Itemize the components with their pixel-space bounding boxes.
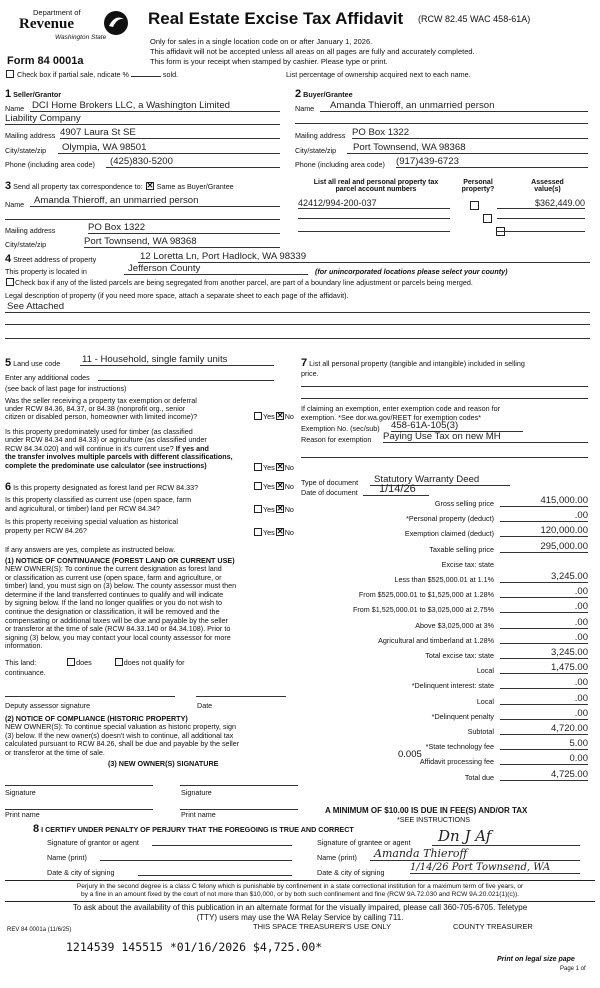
calc-label-5: Excise tax: state (441, 559, 494, 569)
yes-label: Yes (263, 412, 275, 421)
seller-name-label: Name (5, 104, 25, 113)
parcel-header-line-2: parcel account numbers (335, 186, 417, 193)
same-as-buyer-checkbox[interactable] (146, 182, 154, 190)
calc-label-1: Gross selling price (434, 499, 494, 508)
timber-q-line-3b: If yes and (173, 443, 209, 453)
calc-label-11: Total excise tax: state (425, 651, 494, 660)
deputy-date-label: Date (197, 701, 213, 710)
partial-sold-label: sold. (162, 70, 179, 79)
seller-grantor-label: Seller/Grantor (13, 90, 62, 99)
compliance-line-3: calculated pursuant to RCW 84.26, shall be due and payable by the seller (5, 739, 240, 749)
seller-phone-field[interactable]: (425)830-5200 (106, 156, 280, 168)
calc-value-19[interactable]: 4,725.00 (500, 769, 588, 781)
new-owner-signature-1[interactable] (5, 785, 153, 786)
continuance-line-8: or transferor at the time of sale (RCW 84.33.140 or 84.34.108). Prior to (5, 624, 231, 634)
historical-question (5, 518, 178, 535)
revenue-wordmark: Revenue (19, 16, 74, 32)
minimum-due-note: A MINIMUM OF $10.00 IS DUE IN FEE(S) AND/OR TAX (325, 806, 528, 815)
buyer-phone-label: Phone (including area code) (295, 160, 385, 169)
calc-label-13: *Delinquent interest: state (411, 681, 494, 691)
grantor-date-city-field[interactable] (138, 875, 292, 876)
yes-label: Yes (263, 505, 275, 514)
deputy-assessor-date-line[interactable] (196, 696, 286, 697)
seller-city-label: City/state/zip (5, 146, 47, 155)
continuance-line-2: or classification as current use (open space, farm and agriculture, or (5, 572, 222, 582)
legal-description-line-2[interactable] (5, 324, 590, 325)
calc-value-14[interactable]: .00 (500, 693, 588, 705)
historical-q-line-1: Is this property receiving special valuation as historical (5, 517, 178, 526)
exemption-question (5, 397, 197, 422)
grantor-signature-field[interactable] (152, 845, 292, 846)
continuance-line-1: NEW OWNER(S): To continue the current designation as forest land (5, 564, 222, 573)
signature-label-1: Signature (5, 788, 36, 797)
timber-yes-no (253, 463, 294, 472)
buyer-address-label: Mailing address (295, 131, 346, 140)
unincorporated-note: (for unincorporated locations please select your county) (315, 267, 508, 276)
seller-address-label: Mailing address (5, 131, 56, 140)
calc-value-11[interactable]: 3,245.00 (500, 647, 588, 659)
additional-codes-note: (see back of last page for instructions) (5, 384, 127, 393)
current-use-yes-no (253, 505, 294, 514)
timber-question (5, 428, 233, 470)
timber-q-line-2: under RCW 84.34 and 84.33) or agriculture (as classified under (5, 435, 207, 445)
personal-property-line-2[interactable] (301, 398, 588, 399)
continuance-line-4: determine if the land transferred continues to qualify and will indicate (5, 589, 224, 599)
buyer-city-field[interactable]: Port Townsend, WA 98368 (347, 142, 588, 154)
grantee-name-label: Name (print) (317, 853, 357, 862)
page-number: Page 1 of (560, 966, 586, 972)
personal-property-list-label-2: price. (301, 369, 319, 378)
exemption-q-line-2: under RCW 84.36, 84.37, or 84.38 (nonprofit org., senior (5, 404, 186, 414)
cashier-stamp: 1214539 145515 *01/16/2026 $4,725.00* (66, 940, 323, 954)
calc-value-7[interactable]: .00 (500, 586, 588, 598)
parcel-header-line-1: List all real and personal property tax (313, 179, 439, 186)
notice-compliance-text (5, 723, 295, 757)
tax-correspondence-label: Send all property tax correspondence to: (13, 182, 143, 191)
forest-land-question: Is this property designated as forest land per RCW 84.33? (13, 483, 199, 492)
deputy-assessor-label: Deputy assessor signature (5, 701, 91, 710)
street-address-label: Street address of property (13, 255, 97, 264)
dept-label: Department of (33, 8, 81, 17)
located-in-label: This property is located in (5, 267, 87, 276)
exemption-reason-label: Reason for exemption (301, 435, 372, 444)
grantor-name-label: Name (print) (47, 853, 87, 862)
calc-label-15: *Delinquent penalty (431, 711, 494, 721)
continuance-line-3: timber) land, you must sign on (3) below. The county assessor must then (5, 581, 237, 591)
calc-value-9[interactable]: .00 (500, 617, 588, 629)
forest-yes-checkbox[interactable] (254, 482, 262, 490)
property-street-field[interactable]: 12 Loretta Ln, Port Hadlock, WA 98339 (138, 251, 590, 263)
segregation-row (5, 278, 473, 287)
current-use-yes-checkbox[interactable] (254, 505, 262, 513)
additional-codes-field[interactable] (98, 380, 274, 381)
document-date-label: Date of document (301, 488, 358, 497)
assessed-value-header (505, 179, 590, 193)
assessed-header-line-2: value(s) (534, 186, 561, 193)
new-owner-signature-title: (3) NEW OWNER(S) SIGNATURE (108, 759, 219, 768)
continuance-line-7: compensating or additional taxes will be due and payable by the seller (5, 615, 228, 625)
no-label: No (284, 505, 294, 514)
exemption-instr-line-1: If claiming an exemption, enter exemption code and reason for (301, 404, 500, 413)
buyer-name-label: Name (295, 104, 315, 113)
personal-property-list-label: List all personal property (tangible and intangible) included in selling (309, 359, 525, 368)
personal-header-line-1: Personal (463, 179, 493, 186)
buyer-city-label: City/state/zip (295, 146, 337, 155)
legal-description-line-3[interactable] (5, 338, 590, 339)
deputy-assessor-signature-line[interactable] (5, 696, 175, 697)
correspondence-address-label: Mailing address (5, 226, 56, 235)
seller-name-field-2[interactable]: Liability Company (5, 113, 280, 125)
forest-yes-no (253, 482, 294, 491)
calc-value-10[interactable]: .00 (500, 632, 588, 644)
calc-label-14: Local (476, 696, 494, 706)
parcel-number-field-3[interactable] (298, 231, 450, 232)
correspondence-name-field-2[interactable] (5, 219, 280, 220)
calc-label-12: Local (476, 666, 494, 676)
partial-sale-label: Check box if partial sale, ndicate % (17, 70, 129, 79)
partial-percent-field[interactable] (131, 76, 161, 77)
calc-value-12[interactable]: 1,475.00 (500, 662, 588, 674)
section-4-number: 4 (5, 253, 12, 265)
section-8-number: 8 (33, 823, 40, 835)
calc-label-10: Agricultural and timberland at 1.28% (378, 635, 494, 645)
exemption-q-line-3: citizen or disabled person, homeowner with limited income)? (5, 412, 198, 422)
calc-label-6: Less than $525,000.01 at 1.1% (394, 575, 494, 584)
timber-q-line-5: complete the predominate use calculator (see instructions) (5, 460, 207, 470)
calc-label-19: Total due (464, 772, 494, 782)
notice-compliance-title: (2) NOTICE OF COMPLIANCE (HISTORIC PROPERTY) (5, 714, 188, 723)
parcel-header (296, 179, 456, 193)
calc-label-4: Taxable selling price (429, 544, 494, 554)
land-does-checkbox[interactable] (67, 658, 75, 666)
legal-description-field[interactable]: See Attached (5, 301, 590, 313)
assessed-value-field[interactable]: $362,449.00 (497, 198, 585, 209)
calc-value-13[interactable]: .00 (500, 677, 588, 689)
section-1-number: 1 (5, 88, 12, 100)
section-8-row (33, 823, 354, 835)
calc-value-4[interactable]: 295,000.00 (500, 541, 588, 553)
assessed-value-field-2[interactable] (497, 218, 585, 219)
timber-q-line-3: RCW 84.34.020) and will continue in it's current use? (5, 443, 174, 453)
if-any-yes-note: If any answers are yes, complete as instructed below. (5, 545, 176, 554)
continuance-line-10: information. (5, 641, 43, 651)
continuance-line-6: continue the designation or classification, it will be removed and the (5, 606, 220, 616)
seller-city-field[interactable]: Olympia, WA 98501 (58, 142, 280, 154)
current-use-q-line-1: Is this property classified as current use (open space, farm (5, 495, 192, 504)
personal-property-checkbox-2[interactable] (483, 214, 492, 223)
dor-logo (5, 6, 133, 50)
perjury-line-2: by a fine in an amount fixed by the court of not more than $10,000, or by both such confinement and fine (RCW 9A.72.030 and RCW 9A.20.021(1)(c)). (81, 891, 519, 898)
parcel-number-field[interactable]: 42412/994-200-037 (298, 198, 450, 209)
does-not-qualify-label: does not qualify for (123, 658, 185, 667)
grantor-name-field[interactable] (100, 860, 292, 861)
header-line-3: This form is your receipt when stamped by cashier. Please type or print. (150, 57, 388, 66)
exemption-reason-field[interactable]: Paying Use Tax on new MH (383, 431, 588, 443)
section-7-row (301, 357, 525, 369)
correspondence-name-field[interactable]: Amanda Thieroff, an unmarried person (30, 195, 280, 207)
timber-yes-checkbox[interactable] (254, 463, 262, 471)
calc-value-3[interactable]: 120,000.00 (500, 525, 588, 537)
current-use-no-checkbox[interactable] (276, 505, 284, 513)
calc-label-17: *State technology fee (425, 742, 494, 752)
no-label: No (284, 412, 294, 421)
exemption-reason-line-2[interactable] (301, 457, 588, 458)
buyer-grantee-label: Buyer/Grantee (303, 90, 353, 99)
historical-yes-checkbox[interactable] (254, 528, 262, 536)
section-2-number: 2 (295, 88, 302, 100)
calc-label-7: From $525,000.01 to $1,525,000 at 1.28% (358, 590, 494, 600)
new-owner-signature-2[interactable] (180, 785, 298, 786)
forest-no-checkbox[interactable] (276, 482, 284, 490)
see-instructions-note: *SEE INSTRUCTIONS (397, 815, 471, 824)
compliance-line-4: or transferor at the time of sale. (5, 747, 105, 757)
calc-value-8[interactable]: .00 (500, 601, 588, 613)
signature-label-2: Signature (181, 788, 212, 797)
yes-label: Yes (263, 528, 275, 537)
correspondence-address-field[interactable]: PO Box 1322 (88, 222, 280, 234)
alt-format-notice (5, 903, 595, 922)
same-as-buyer-label: Same as Buyer/Grantee (156, 182, 234, 191)
rcw-ref: (RCW 82.45 WAC 458-61A) (418, 14, 531, 24)
grantee-date-city-field[interactable]: 1/14/26 Port Townsend, WA (410, 862, 580, 874)
calc-value-6[interactable]: 3,245.00 (500, 571, 588, 583)
segregation-label: Check box if any of the listed parcels are being segregated from another parcel, are part of a boundary line adjustment or parcels being merged. (15, 278, 473, 287)
compliance-line-2: (3) below. If the new owner(s) doesn't wish to continue, all additional tax (5, 730, 234, 740)
correspondence-city-label: City/state/zip (5, 240, 47, 249)
current-use-question (5, 496, 191, 513)
personal-header-line-2: property? (461, 186, 495, 193)
this-land-label: This land: (5, 658, 37, 667)
state-label: Washington State (55, 34, 107, 41)
header-line-1: Only for sales in a single location code on or after January 1, 2026. (150, 37, 373, 46)
treasurer-use-label: THIS SPACE TREASURER'S USE ONLY (253, 922, 392, 931)
seller-name-field[interactable]: DCI Home Brokers LLC, a Washington Limited (30, 100, 280, 112)
document-type-label: Type of document (301, 478, 359, 487)
personal-property-header (458, 179, 498, 193)
assessed-value-field-3[interactable] (497, 231, 585, 232)
exemption-q-line-1: Was the seller receiving a property tax exemption or deferral (5, 396, 197, 405)
section-7-number: 7 (301, 357, 308, 369)
section-5-number: 5 (5, 357, 12, 369)
yes-label: Yes (263, 463, 275, 472)
perjury-line-1: Perjury in the second degree is a class C felony which is punishable by confinement in a state correctional institution for a maximum term of five years, or (76, 883, 524, 890)
no-label: No (284, 482, 294, 491)
land-does-not-checkbox[interactable] (115, 658, 123, 666)
certify-title: I CERTIFY UNDER PENALTY OF PERJURY THAT THE FOREGOING IS TRUE AND CORRECT (41, 825, 354, 834)
partial-sale-checkbox[interactable] (6, 70, 14, 78)
calc-label-2: *Personal property (deduct) (406, 514, 494, 524)
exemption-instr-line-2: exemption. *See dor.wa.gov/REET for exemption codes* (301, 412, 482, 422)
document-date-field[interactable]: 1/14/26 (363, 483, 429, 496)
page-title: Real Estate Excise Tax Affidavit (148, 9, 404, 28)
calc-value-18[interactable]: 0.00 (500, 753, 588, 765)
assessed-header-line-1: Assessed (531, 179, 564, 186)
no-label: No (284, 463, 294, 472)
document-type-field[interactable]: Statutory Warranty Deed (370, 474, 510, 486)
correspondence-name-label: Name (5, 200, 25, 209)
grantee-signature-label: Signature of grantee or agent (317, 838, 411, 847)
land-use-code-field[interactable]: 11 - Household, single family units (80, 354, 274, 366)
grantee-signature-field[interactable]: Dn J Af (432, 827, 580, 846)
historical-yes-no (253, 528, 294, 537)
ownership-note: List percentage of ownership acquired next to each name. (286, 70, 471, 79)
legal-size-note: Print on legal size pape (497, 956, 575, 963)
continuance-line-9: signing (3) below, you may contact your local county assessor for more (5, 632, 231, 642)
calc-value-1[interactable]: 415,000.00 (500, 495, 588, 507)
this-land-row (5, 658, 185, 667)
no-label: No (284, 528, 294, 537)
does-label: does (76, 658, 92, 667)
notice-continuance-text (5, 565, 285, 651)
personal-property-line-1[interactable] (301, 386, 588, 387)
form-number: Form 84 0001a (7, 55, 84, 67)
partial-sale-row (5, 70, 178, 79)
calc-label-18: Affidavit processing fee (419, 757, 494, 767)
grantee-name-field[interactable]: Amanda Thieroff (370, 847, 580, 861)
print-name-label-1: Print name (5, 810, 40, 819)
header-line-2: This affidavit will not be accepted unless all areas on all pages are fully and accurately completed. (150, 47, 475, 56)
county-field[interactable]: Jefferson County (124, 263, 308, 275)
notice-continuance-title: (1) NOTICE OF CONTINUANCE (FOREST LAND OR CURRENT USE) (5, 556, 235, 565)
exemption-number-field[interactable]: 458-61A-105(3) (391, 420, 523, 432)
calc-label-8: From $1,525,000.01 to $3,025,000 at 2.75% (352, 605, 494, 615)
personal-property-checkbox-1[interactable] (470, 201, 479, 210)
yes-label: Yes (263, 482, 275, 491)
timber-no-checkbox[interactable] (276, 463, 284, 471)
seller-address-field[interactable]: 4907 Laura St SE (60, 127, 280, 139)
section-1-title (5, 88, 61, 100)
section-3-number: 3 (5, 180, 12, 192)
calc-value-2[interactable]: .00 (500, 510, 588, 522)
historical-no-checkbox[interactable] (276, 528, 284, 536)
grantor-date-city-label: Date & city of signing (47, 868, 115, 877)
continuance-label: continuance. (5, 668, 46, 677)
alt-format-line-1: To ask about the availability of this publication in an alternate format for the visually impaired, please call 360-705-6705. Teletype (72, 903, 528, 912)
segregation-checkbox[interactable] (6, 278, 14, 286)
grantee-date-city-label: Date & city of signing (317, 868, 385, 877)
alt-format-line-2: (TTY) users may use the WA Relay Service by calling 711. (196, 912, 404, 922)
current-use-q-line-2: and agricultural, or timber) land per RCW 84.34? (5, 503, 161, 513)
section-6-row (5, 481, 198, 493)
additional-codes-label: Enter any additional codes (5, 373, 90, 382)
calc-value-16[interactable]: 4,720.00 (500, 723, 588, 735)
section-3-row (5, 180, 234, 192)
revision-label: REV 84 0001a (11/6/25) (7, 927, 72, 933)
legal-description-label: Legal description of property (if you need more space, attach a separate sheet to each page of the affidavit). (5, 291, 349, 300)
section-5-row (5, 357, 60, 369)
calc-label-3: Exemption claimed (deduct) (404, 529, 494, 539)
section-6-number: 6 (5, 481, 12, 493)
compliance-line-1: NEW OWNER(S): To continue special valuation as historic property, sign (5, 722, 237, 731)
historical-q-line-2: property per RCW 84.26? (5, 525, 87, 535)
land-use-label: Land use code (13, 359, 61, 368)
exemption-no-checkbox[interactable] (276, 412, 284, 420)
local-rate-value: 0.005 (398, 749, 422, 760)
buyer-name-field-2[interactable] (295, 123, 588, 124)
grantor-signature-label: Signature of grantor or agent (47, 838, 139, 847)
revenue-swirl-icon (103, 10, 129, 36)
exemption-yes-checkbox[interactable] (254, 412, 262, 420)
exemption-no-label: Exemption No. (sec/sub) (301, 424, 380, 433)
seller-phone-label: Phone (including area code) (5, 160, 95, 169)
calc-label-9: Above $3,025,000 at 3% (415, 620, 494, 630)
buyer-phone-field[interactable]: (917)439-6723 (396, 156, 588, 168)
print-name-label-2: Print name (181, 810, 216, 819)
section-2-title (295, 88, 353, 100)
exemption-yes-no (253, 412, 294, 421)
calc-value-15[interactable]: .00 (500, 708, 588, 720)
perjury-notice (5, 880, 595, 902)
calc-label-16: Subtotal (467, 727, 494, 736)
buyer-name-field[interactable]: Amanda Thieroff, an unmarried person (320, 100, 588, 112)
county-treasurer-label: COUNTY TREASURER (453, 922, 533, 931)
buyer-address-field[interactable]: PO Box 1322 (352, 127, 588, 139)
timber-q-line-1: Is this property predominately used for timber (as classified (5, 427, 193, 436)
calc-value-17[interactable]: 5.00 (500, 738, 588, 750)
parcel-number-field-2[interactable] (298, 218, 450, 219)
correspondence-city-field[interactable]: Port Townsend, WA 98368 (84, 236, 280, 248)
continuance-line-5: by signing below. If the land no longer qualifies or you do not wish to (5, 598, 222, 608)
section-4-row (5, 253, 96, 265)
timber-q-line-4: the transfer involves multiple parcels with different classifications, (5, 452, 233, 462)
